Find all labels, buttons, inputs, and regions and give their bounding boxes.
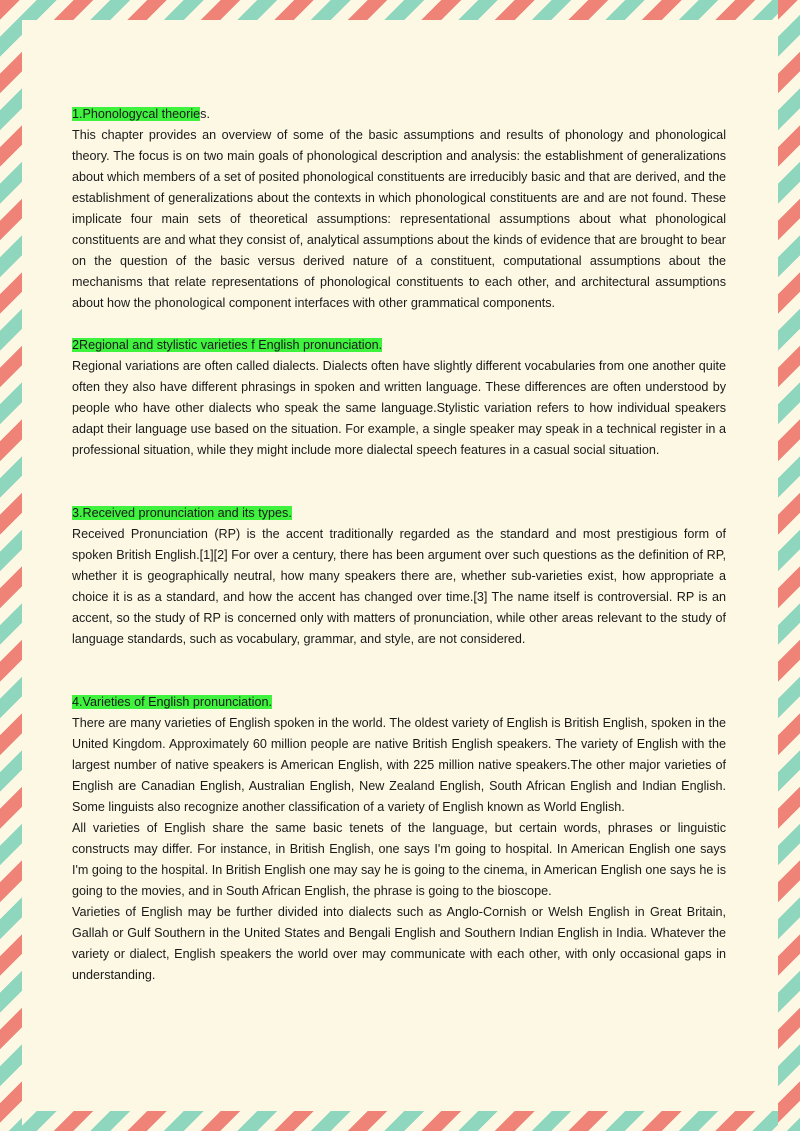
section-phonological-theories xyxy=(72,104,726,314)
airmail-border-left xyxy=(0,0,22,1131)
paragraph: Regional variations are often called dialects. Dialects often have slightly different vocabularies from one another quite often they also have different phrasings in spoken and written language. These differences are often understood by people who have other dialects who speak the same language.Stylistic variation refers to how individual speakers adapt their language use based on the situation. For example, a single speaker may speak in a technical register in a professional situation, while they might include more dialectal speech features in a casual social situation. xyxy=(72,359,726,457)
paragraph: All varieties of English share the same basic tenets of the language, but certain words, phrases or linguistic constructs may differ. For instance, in British English, one says I'm going to hospital. In American English one says I'm going to the hospital. In British English one may say he is going to the cinema, in American English one says he is going to the movies, and in South African English, the phrase is going to the bioscope. xyxy=(72,821,726,898)
section-received-pronunciation xyxy=(72,503,726,650)
section-regional-varieties xyxy=(72,335,726,461)
section-varieties-of-english xyxy=(72,692,726,986)
airmail-border-top xyxy=(0,0,800,20)
paragraph: There are many varieties of English spoken in the world. The oldest variety of English is British English, spoken in the United Kingdom. Approximately 60 million people are native British English speakers. The variety of English with the largest number of native speakers is American English, with 225 million native speakers.The other major varieties of English are Canadian English, Australian English, New Zealand English, South African English and Indian English. Some linguists also recognize another classification of a variety of English known as World English. xyxy=(72,716,726,814)
section-heading xyxy=(72,104,726,125)
document-body xyxy=(72,104,726,986)
section-heading xyxy=(72,503,726,524)
paragraph: Varieties of English may be further divided into dialects such as Anglo-Cornish or Welsh English in Great Britain, Gallah or Gulf Southern in the United States and Bengali English and Southern Indian English in India. Whatever the variety or dialect, English speakers the world over may communicate with each other, with only occasional gaps in understanding. xyxy=(72,905,726,982)
heading-suffix: s. xyxy=(200,107,210,121)
heading-highlight: 3.Received pronunciation and its types. xyxy=(72,506,292,520)
section-heading xyxy=(72,692,726,713)
section-heading xyxy=(72,335,726,356)
airmail-border-bottom xyxy=(0,1111,800,1131)
paragraph: Received Pronunciation (RP) is the accent traditionally regarded as the standard and most prestigious form of spoken British English.[1][2] For over a century, there has been argument over such questions as the definition of RP, whether it is geographically neutral, how many speakers there are, whether sub-varieties exist, how appropriate a choice it is as a standard, and how the accent has changed over time.[3] The name itself is controversial. RP is an accent, so the study of RP is concerned only with matters of pronunciation, while other areas relevant to the study of language standards, such as vocabulary, grammar, and style, are not considered. xyxy=(72,527,726,646)
paragraph: This chapter provides an overview of some of the basic assumptions and results of phonology and phonological theory. The focus is on two main goals of phonological description and analysis: the establishment of generalizations about which members of a set of posited phonological constituents are irreducibly basic and that are derived, and the establishment of generalizations about the contexts in which phonological constituents are and are not found. These implicate four main sets of theoretical assumptions: representational assumptions about what phonological constituents are and what they consist of, analytical assumptions about the kinds of evidence that are brought to bear on the question of the basic versus derived nature of a constituent, computational assumptions about the mechanisms that relate representations of phonological constituents to each other, and architectural assumptions about how the phonological component interfaces with other grammatical components. xyxy=(72,128,726,310)
airmail-border-right xyxy=(778,0,800,1131)
heading-highlight: 4.Varieties of English pronunciation. xyxy=(72,695,272,709)
heading-highlight: 2Regional and stylistic varieties f English pronunciation. xyxy=(72,338,383,352)
heading-highlight: 1.Phonologycal theorie xyxy=(72,107,201,121)
